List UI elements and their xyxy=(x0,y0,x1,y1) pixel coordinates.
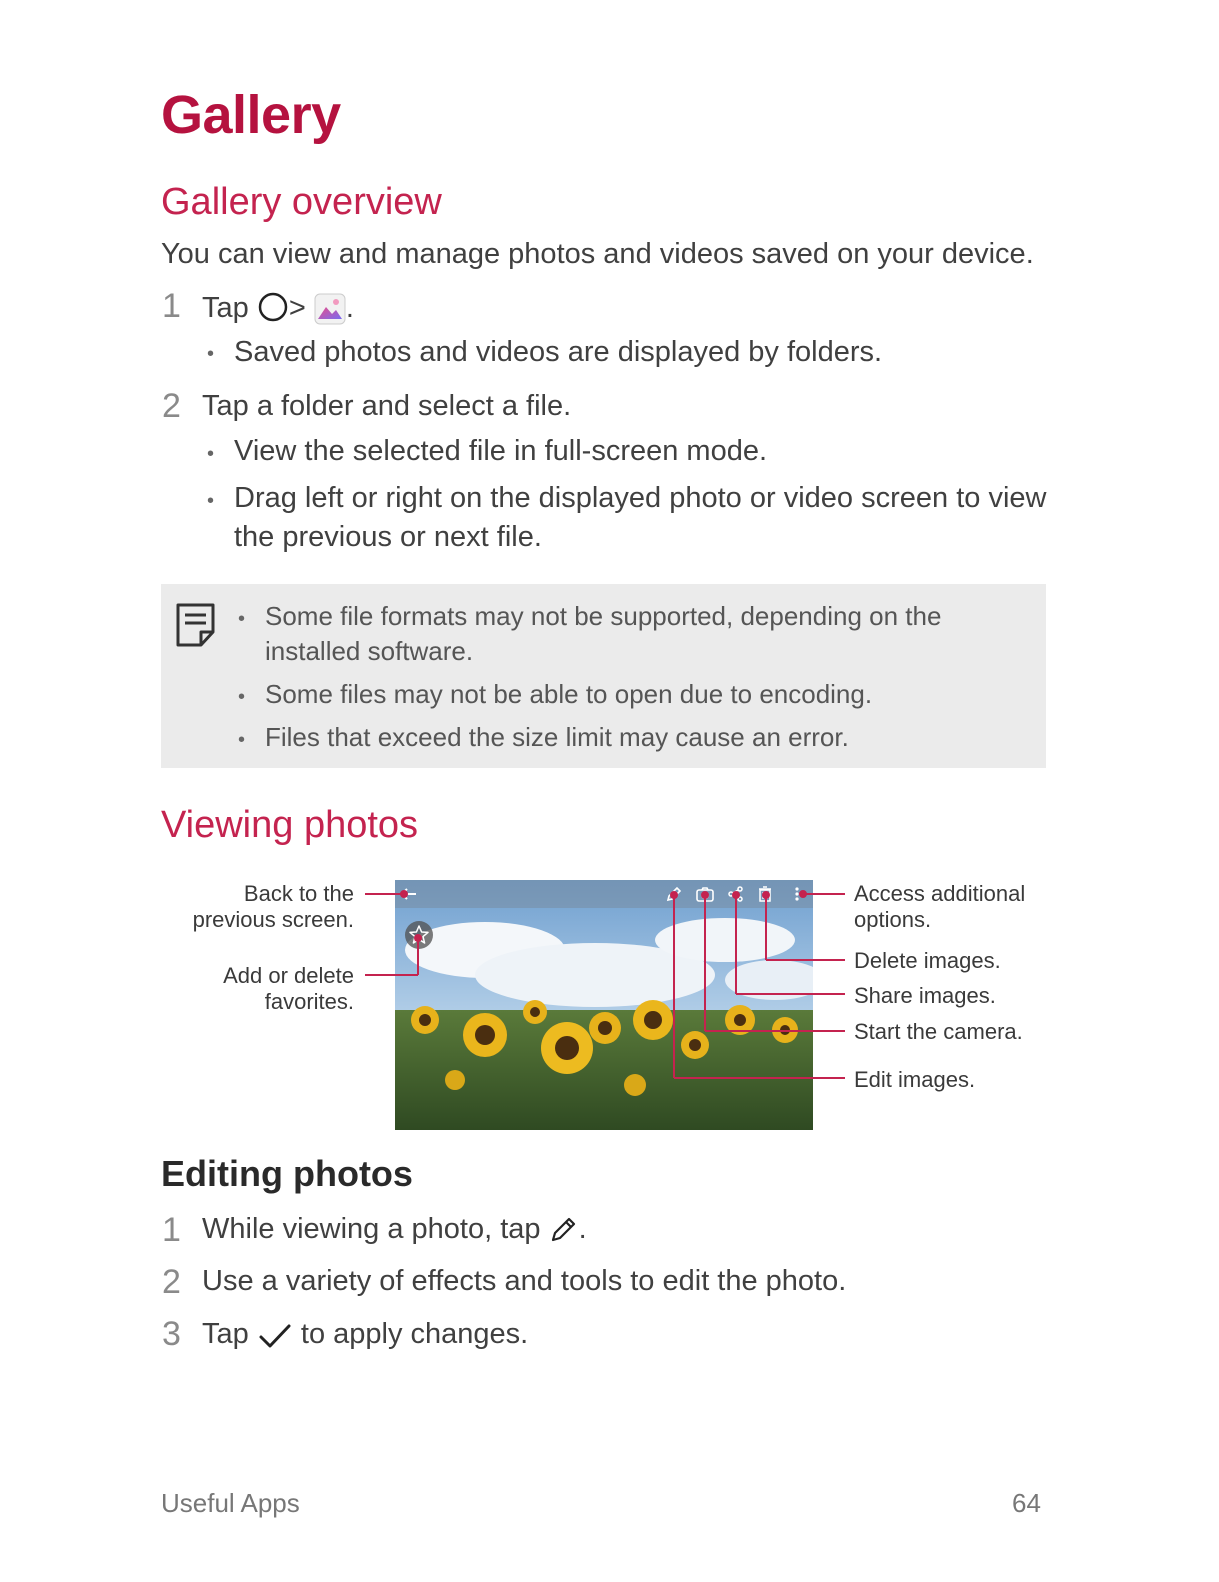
bullet-dot: • xyxy=(207,443,215,465)
footer-section: Useful Apps xyxy=(161,1488,300,1518)
callout-back xyxy=(160,881,354,933)
step-number: 3 xyxy=(162,1315,181,1353)
bullet-dot: • xyxy=(238,729,246,751)
checkmark-icon xyxy=(257,1321,293,1351)
overview-intro: You can view and manage photos and videos saved on your device. xyxy=(161,238,1034,270)
edit-step2-text: Use a variety of effects and tools to edit the photo. xyxy=(202,1265,847,1297)
callout-fav-line1: Add or delete xyxy=(223,963,354,988)
bullet-dot: • xyxy=(238,686,246,708)
callout-fav-line2: favorites. xyxy=(264,989,354,1014)
callout-back-line2: previous screen. xyxy=(192,907,354,932)
edit-step1-label: While viewing a photo, tap xyxy=(202,1213,541,1245)
edit-step1-text xyxy=(202,1213,587,1246)
step1-end: . xyxy=(345,292,354,324)
callout-delete: Delete images. xyxy=(854,948,1001,973)
step-number: 2 xyxy=(162,1263,181,1301)
callout-camera: Start the camera. xyxy=(854,1019,1023,1044)
note-item-2: Some files may not be able to open due to encoding. xyxy=(265,679,873,709)
edit-step3-text xyxy=(202,1318,528,1351)
step-number: 2 xyxy=(162,387,181,425)
note-item-1-line1: Some file formats may not be supported, depending on the xyxy=(265,601,942,631)
bullet-dot: • xyxy=(238,608,246,630)
step2-bullet-1: View the selected file in full-screen mode. xyxy=(234,435,768,467)
step1-bullet-1: Saved photos and videos are displayed by folders. xyxy=(234,336,883,368)
bullet-dot: • xyxy=(207,490,215,512)
footer-page-number: 64 xyxy=(1012,1488,1041,1518)
section-heading-viewing: Viewing photos xyxy=(161,804,419,846)
edit-step3-label-a: Tap xyxy=(202,1318,249,1350)
step1-separator: > xyxy=(288,292,306,324)
step-number: 1 xyxy=(162,1211,181,1249)
page-title: Gallery xyxy=(161,85,341,145)
callout-back-line1: Back to the xyxy=(243,881,354,906)
callout-more-line1: Access additional xyxy=(854,881,1026,906)
callout-favorites xyxy=(160,963,354,1015)
callout-more-line2: options. xyxy=(854,907,932,932)
pencil-icon xyxy=(549,1214,579,1244)
edit-step3-label-b: to apply changes. xyxy=(300,1318,529,1350)
callout-share: Share images. xyxy=(854,983,996,1008)
bullet-dot: • xyxy=(207,343,215,365)
step2-bullet-2-line1: Drag left or right on the displayed photo or video screen to view xyxy=(234,482,1047,514)
step-number: 1 xyxy=(162,287,181,325)
step2-text: Tap a folder and select a file. xyxy=(202,390,572,422)
step2-bullet-2-line2: the previous or next file. xyxy=(234,521,542,553)
section-heading-overview: Gallery overview xyxy=(161,181,442,223)
section-heading-editing: Editing photos xyxy=(161,1153,413,1194)
edit-step1-end: . xyxy=(578,1213,587,1245)
note-item-1-line2: installed software. xyxy=(265,636,474,666)
step1-tap-label: Tap xyxy=(202,292,249,324)
callout-edit: Edit images. xyxy=(854,1067,976,1092)
note-item-3: Files that exceed the size limit may cause an error. xyxy=(265,722,849,752)
callout-more xyxy=(854,881,1025,933)
